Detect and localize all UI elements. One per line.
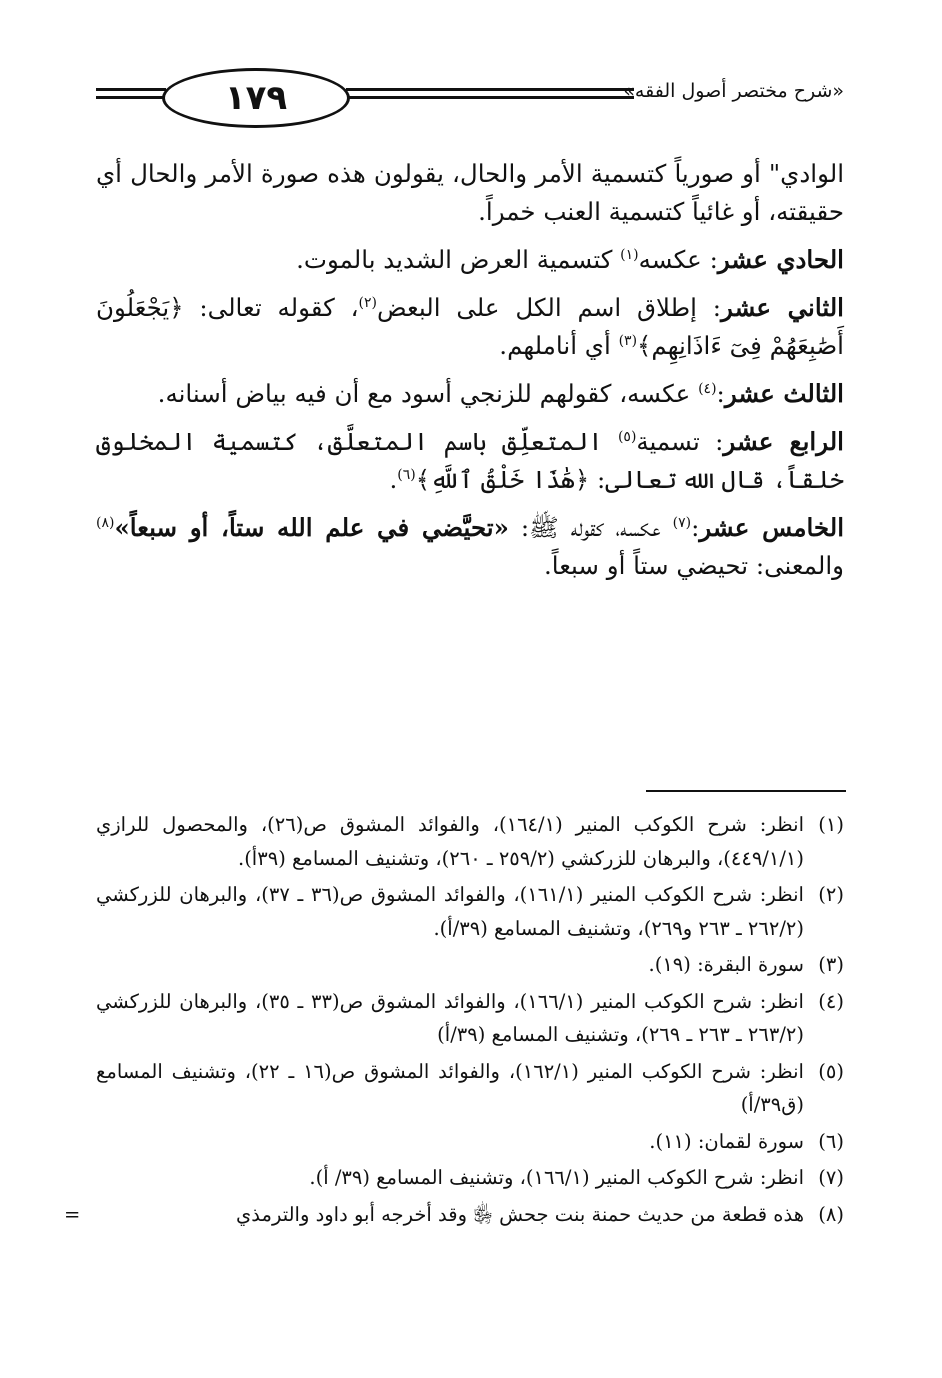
footnotes [64, 808, 844, 1234]
heading-separator: : [701, 244, 718, 274]
heading-separator: : [691, 512, 700, 542]
footnote-ref[interactable]: (٦) [397, 466, 416, 483]
paragraph-heading: الحادي عشر [717, 244, 844, 274]
paragraph-text: ، كقوله تعالى: ﴿يَجْعَلُونَ أَصَٰبِعَهُمْ فِىٓ ءَاذَانِهِم﴾ [96, 292, 844, 360]
footnote-item [96, 1055, 844, 1122]
footnote-text: سورة البقرة: (١٩). [648, 953, 804, 977]
footnote-number: (٦) [818, 1129, 844, 1153]
hadith-quote: «تحيَّضي في علم الله ستاً، أو سبعاً» [114, 512, 509, 542]
paragraph-heading: الثالث عشر [724, 378, 844, 408]
footnote-item [96, 1161, 844, 1195]
paragraph-text: عكسه، كقولهم للزنجي أسود مع أن فيه بياض أسنانه. [157, 378, 699, 408]
footnote-text: انظر: شرح الكوكب المنير (١٦٤/١)، والفوائد المشوق ص(٢٦)، والمحصول للرازي (٤٤٩/١/١)، والبرهان للزركشي (٢٥٩/٢ ـ ٢٦٠)، وتشنيف المسامع (٣٩أ). [96, 813, 804, 870]
paragraph-0 [96, 155, 844, 231]
page-header [96, 62, 844, 132]
continuation-mark: = [64, 1202, 81, 1226]
footnote-separator [646, 790, 846, 792]
footnote-text: انظر: شرح الكوكب المنير (١٦١/١)، والفوائد المشوق ص(٣٦ ـ ٣٧)، والبرهان للزركشي (٢٦٢/٢ ـ ٢٦٣ و٢٦٩)، وتشنيف المسامع (٣٩/أ). [96, 883, 804, 940]
footnote-number: (٤) [818, 989, 844, 1013]
paragraph-heading: الخامس عشر [699, 512, 845, 542]
footnote-text: انظر: شرح الكوكب المنير (١٦٦/١)، وتشنيف المسامع (٣٩/ أ). [309, 1166, 804, 1190]
paragraph-text: عكسه، كقوله ﷺ: [508, 512, 673, 542]
footnote-text: انظر: شرح الكوكب المنير (١٦٢/١)، والفوائد المشوق ص(١٦ ـ ٢٢)، وتشنيف المسامع (ق٣٩/أ) [96, 1059, 804, 1117]
book-title: «شرح مختصر أصول الفقه» [623, 80, 844, 102]
header-rule-left-bottom [96, 96, 166, 99]
paragraph-5 [96, 509, 844, 585]
footnote-number: (٣) [818, 953, 844, 977]
heading-separator: : [696, 292, 722, 322]
paragraph-text: أي أناملهم. [499, 330, 619, 360]
paragraph-text: تسمية [636, 426, 700, 456]
footnote-ref[interactable]: (٢) [358, 294, 378, 311]
footnote-number: (٨) [818, 1202, 844, 1226]
footnote-ref[interactable]: (٣) [618, 332, 638, 349]
footnote-ref[interactable]: (٥) [617, 428, 637, 445]
paragraph-text: إطلاق اسم الكل على البعض [377, 292, 697, 322]
footnote-item [96, 948, 844, 982]
paragraph-text: كتسمية العرض الشديد بالموت. [296, 244, 621, 274]
footnote-number: (٥) [818, 1059, 844, 1083]
main-text [96, 155, 844, 595]
paragraph-text: عكسه [638, 244, 702, 274]
footnote-text: هذه قطعة من حديث حمنة بنت جحش ﵂ وقد أخرجه أبو داود والترمذي [236, 1202, 804, 1226]
paragraph-heading: الثاني عشر [721, 292, 844, 322]
footnote-ref[interactable]: (١) [620, 246, 639, 263]
paragraph-text: الوادي" أو صورياً كتسمية الأمر والحال، يقولون هذه صورة الأمر والحال أي حقيقته، أو غائياً كتسمية العنب خمراً. [96, 159, 844, 226]
heading-separator: : [716, 378, 725, 408]
footnote-text: سورة لقمان: (١١). [649, 1129, 804, 1153]
paragraph-text: المتعلِّق باسم المتعلَّق، كتسمية المخلوق خلقاً، قال الله تعالى: ﴿هَٰذَا خَلْقُ ٱللَّهِ﴾ [96, 426, 844, 494]
header-rule-right-bottom [346, 96, 634, 99]
paragraph-1 [96, 241, 844, 279]
footnote-ref[interactable]: (٤) [698, 380, 717, 397]
paragraph-text: والمعنى: تحيضي ستاً أو سبعاً. [543, 550, 844, 580]
footnote-ref[interactable]: (٧) [672, 514, 692, 531]
footnote-ref[interactable]: (٨) [96, 514, 115, 531]
footnote-item [96, 808, 844, 875]
paragraph-text: . [389, 464, 398, 494]
heading-separator: : [699, 426, 724, 456]
footnote-item [96, 985, 844, 1052]
paragraph-4 [96, 423, 844, 499]
header-rule-right-top [346, 88, 634, 91]
paragraph-3 [96, 375, 844, 413]
footnote-text: انظر: شرح الكوكب المنير (١٦٦/١)، والفوائد المشوق ص(٣٣ ـ ٣٥)، والبرهان للزركشي (٢٦٣/٢ ـ ٢٦٣ ـ ٢٦٩)، وتشنيف المسامع (٣٩/أ) [96, 989, 804, 1047]
header-rule-left-top [96, 88, 166, 91]
footnote-number: (٧) [818, 1166, 844, 1190]
footnote-number: (١) [818, 813, 844, 836]
footnote-item [96, 1125, 844, 1159]
page-number: ١٧٩ [162, 68, 350, 128]
footnote-item [64, 1198, 844, 1232]
paragraph-heading: الرابع عشر [723, 426, 844, 456]
footnote-item [96, 878, 844, 945]
footnote-number: (٢) [818, 883, 844, 907]
paragraph-2 [96, 289, 844, 365]
